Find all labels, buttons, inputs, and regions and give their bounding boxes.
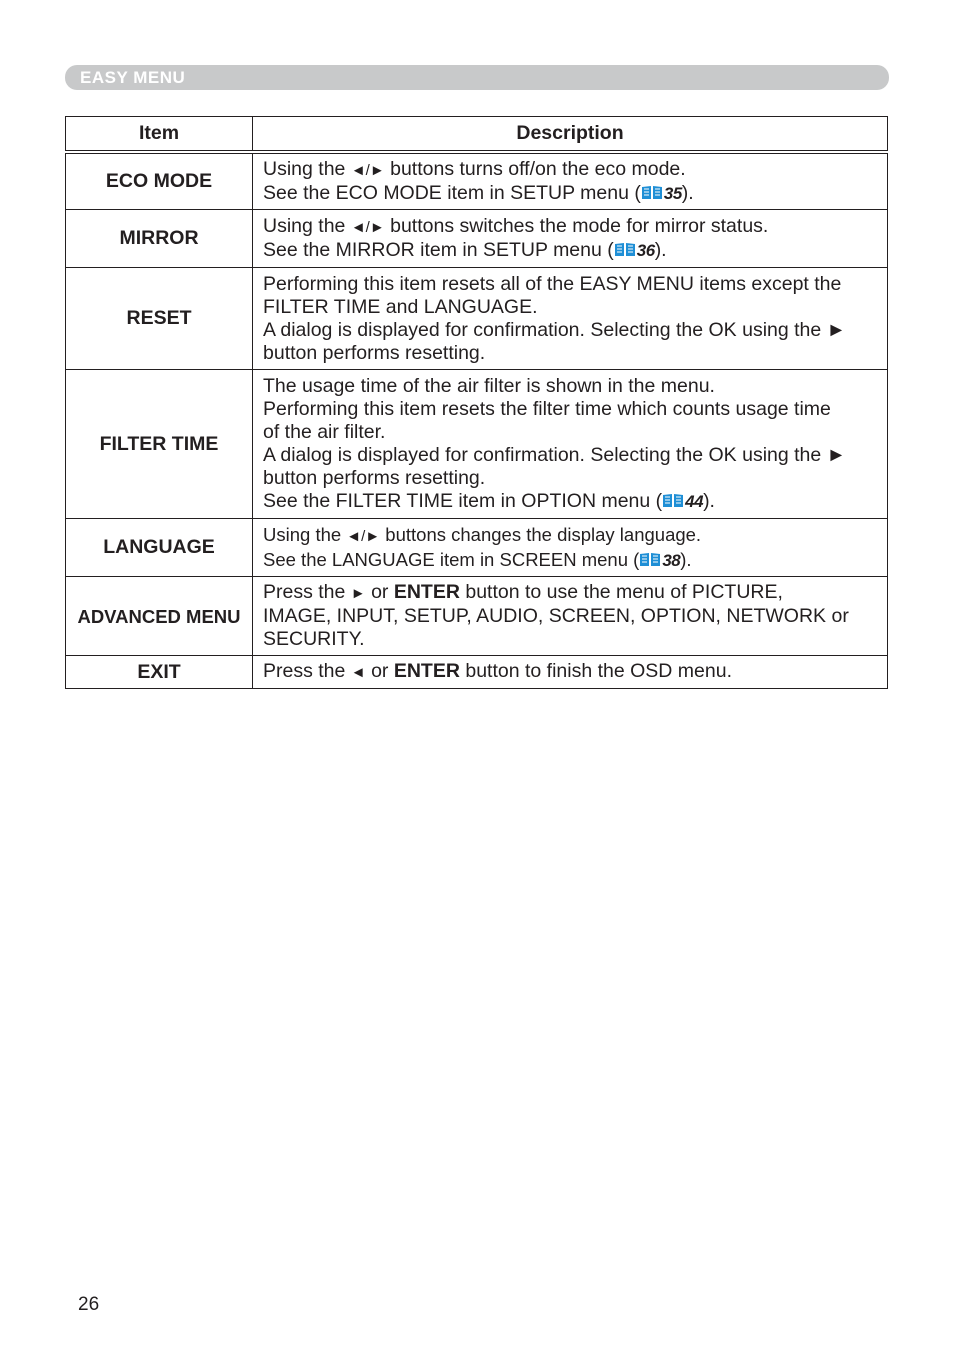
- item-advanced-menu: ADVANCED MENU: [66, 577, 253, 656]
- description-filter-time: [253, 370, 888, 519]
- description-mirror: [253, 210, 888, 268]
- left-arrow-icon: ◄: [350, 664, 366, 681]
- description-line: [263, 490, 877, 513]
- text-segment: See the FILTER TIME item in OPTION menu (: [263, 490, 663, 512]
- text-segment: button to use the menu of PICTURE,: [459, 581, 783, 603]
- description-line: [263, 660, 877, 684]
- description-exit: [253, 656, 888, 689]
- text-segment: Using the: [263, 524, 347, 545]
- description-advanced-menu: [253, 577, 888, 656]
- text-segment: ).: [654, 239, 667, 261]
- description-line: button performs resetting.: [263, 341, 486, 364]
- item-filter-time: FILTER TIME: [66, 370, 253, 519]
- text-segment: or: [365, 660, 394, 682]
- text-segment: Press the: [263, 660, 351, 682]
- page-reference: 36: [636, 241, 655, 260]
- table-row: [66, 519, 888, 577]
- description-line: [263, 548, 877, 572]
- text-segment: ).: [681, 182, 694, 204]
- text-segment: Press the: [263, 581, 351, 603]
- text-segment: ).: [703, 490, 715, 512]
- description-line: [263, 158, 877, 182]
- description-eco-mode: [253, 152, 888, 210]
- text-segment: See the LANGUAGE item in SCREEN menu (: [263, 549, 640, 570]
- book-reference-icon: [641, 185, 663, 200]
- column-header-description: Description: [253, 117, 888, 153]
- description-reset: [253, 268, 888, 370]
- description-line: SECURITY.: [263, 628, 365, 650]
- description-line: IMAGE, INPUT, SETUP, AUDIO, SCREEN, OPTION, NETWORK or: [263, 605, 849, 627]
- description-language: [253, 519, 888, 577]
- description-line: of the air filter.: [263, 421, 386, 443]
- page-number: 26: [78, 1294, 100, 1315]
- page-reference: 38: [662, 551, 681, 570]
- table-row: [66, 152, 888, 210]
- left-right-arrow-icons: ◄/►: [350, 219, 385, 236]
- item-exit: EXIT: [66, 656, 253, 689]
- text-segment: buttons switches the mode for mirror status.: [384, 215, 769, 237]
- description-line: The usage time of the air filter is shown in the menu.: [263, 375, 715, 397]
- description-line: [263, 523, 877, 548]
- text-segment: See the MIRROR item in SETUP menu (: [263, 239, 614, 261]
- table-row: [66, 210, 888, 268]
- description-line: button performs resetting.: [263, 467, 486, 489]
- description-line: [263, 239, 877, 262]
- description-line: [263, 182, 877, 205]
- book-reference-icon: [639, 552, 661, 567]
- item-eco-mode: ECO MODE: [66, 152, 253, 210]
- description-line: Performing this item resets all of the EASY MENU items except the: [263, 272, 842, 295]
- text-segment: ).: [680, 549, 692, 570]
- table-row: [66, 268, 888, 370]
- text-segment: or: [365, 581, 394, 603]
- description-line: [263, 581, 877, 605]
- book-reference-icon: [614, 242, 636, 257]
- left-right-arrow-icons: ◄/►: [350, 162, 385, 179]
- enter-key-label: ENTER: [393, 581, 460, 603]
- description-line: FILTER TIME and LANGUAGE.: [263, 295, 538, 318]
- easy-menu-table: [65, 116, 888, 689]
- table-row: [66, 370, 888, 519]
- text-segment: buttons turns off/on the eco mode.: [384, 158, 686, 180]
- item-reset: RESET: [66, 268, 253, 370]
- text-segment: Using the: [263, 158, 351, 180]
- column-header-item: Item: [66, 117, 253, 153]
- item-language: LANGUAGE: [66, 519, 253, 577]
- description-line: [263, 215, 877, 239]
- page-reference: 35: [663, 184, 682, 203]
- right-arrow-icon: ►: [350, 585, 366, 602]
- table-header-row: [66, 117, 888, 153]
- table-row: [66, 656, 888, 689]
- section-header-bar: [65, 65, 889, 90]
- text-segment: button to finish the OSD menu.: [459, 660, 733, 682]
- description-line: Performing this item resets the filter time which counts usage time: [263, 398, 831, 420]
- description-line: A dialog is displayed for confirmation. Selecting the OK using the ►: [263, 318, 846, 341]
- text-segment: See the ECO MODE item in SETUP menu (: [263, 182, 641, 204]
- enter-key-label: ENTER: [393, 660, 460, 682]
- book-reference-icon: [662, 493, 684, 508]
- description-line: A dialog is displayed for confirmation. Selecting the OK using the ►: [263, 444, 846, 466]
- text-segment: buttons changes the display language.: [380, 524, 702, 545]
- table-row: [66, 577, 888, 656]
- text-segment: Using the: [263, 215, 351, 237]
- page-reference: 44: [685, 492, 704, 511]
- left-right-arrow-icons: ◄/►: [346, 528, 381, 545]
- item-mirror: MIRROR: [66, 210, 253, 268]
- section-title: EASY MENU: [80, 68, 186, 87]
